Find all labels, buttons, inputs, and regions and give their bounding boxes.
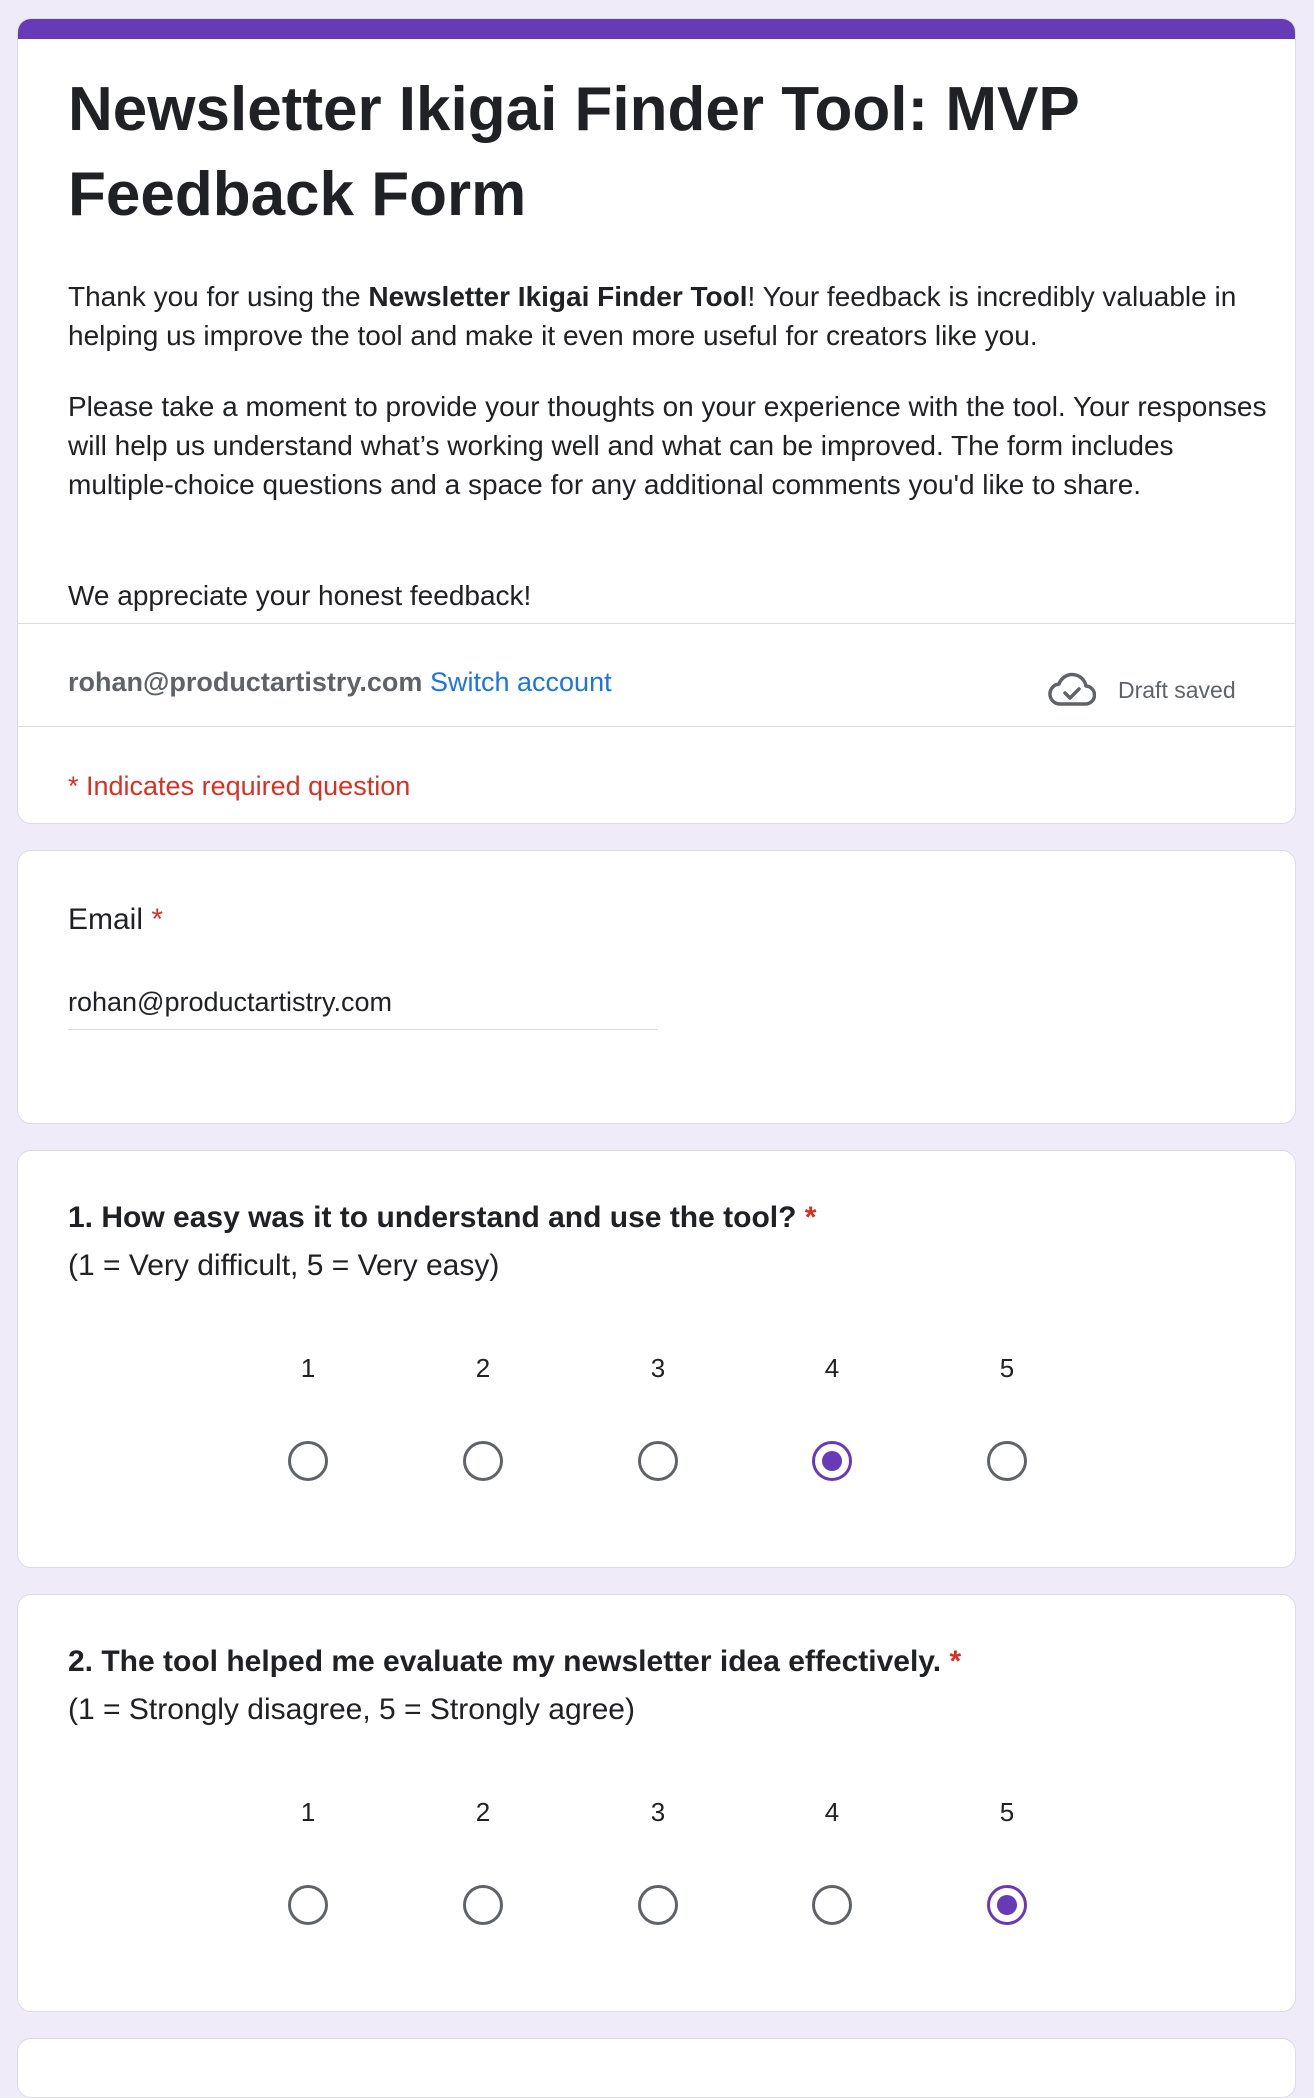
form-description-instructions: Please take a moment to provide your thoughts on your experience with the tool. Your responses will help us understand what’s working well and what can be improved. The form includes multiple-choice questions and a space for any additional comments you'd like to share. <box>68 391 1267 500</box>
form-description-thanks: We appreciate your honest feedback! <box>68 580 532 611</box>
question-card-2 <box>17 1594 1296 2012</box>
radio-option-5[interactable] <box>987 1885 1027 1925</box>
required-asterisk: * <box>804 1201 817 1234</box>
scale-label: 2 <box>475 1797 491 1827</box>
email-question-label <box>68 903 163 937</box>
draft-status: Draft saved <box>1118 677 1236 703</box>
scale-label: 4 <box>824 1353 840 1383</box>
scale-label: 1 <box>300 1353 316 1383</box>
question-card-1 <box>17 1150 1296 1568</box>
question-title <box>68 1201 816 1235</box>
scale-label: 5 <box>999 1353 1015 1383</box>
question-scale-description: (1 = Strongly disagree, 5 = Strongly agree) <box>68 1693 635 1726</box>
account-email: rohan@productartistry.com <box>68 667 423 697</box>
radio-option-4[interactable] <box>812 1885 852 1925</box>
scale-label: 3 <box>650 1353 666 1383</box>
header-accent-bar <box>18 19 1295 39</box>
required-note: * Indicates required question <box>68 771 411 801</box>
question-card-3 <box>17 2038 1296 2098</box>
scale-label: 1 <box>300 1797 316 1827</box>
email-field[interactable] <box>68 975 658 1030</box>
description-text: Thank you for using the <box>68 281 369 312</box>
scale-label: 4 <box>824 1797 840 1827</box>
scale-label: 2 <box>475 1353 491 1383</box>
question-scale-description: (1 = Very difficult, 5 = Very easy) <box>68 1249 500 1282</box>
form-header-card <box>17 18 1296 824</box>
radio-option-3[interactable] <box>638 1885 678 1925</box>
radio-option-2[interactable] <box>463 1885 503 1925</box>
question-label-text: Email <box>68 903 144 936</box>
radio-option-1[interactable] <box>288 1885 328 1925</box>
email-question-card <box>17 850 1296 1124</box>
scale-label: 3 <box>650 1797 666 1827</box>
radio-option-3[interactable] <box>638 1441 678 1481</box>
radio-option-1[interactable] <box>288 1441 328 1481</box>
radio-option-4[interactable] <box>812 1441 852 1481</box>
question-title-text: 2. The tool helped me evaluate my newsletter idea effectively. <box>68 1645 942 1678</box>
form-description-intro <box>68 277 1268 355</box>
divider <box>18 623 1295 624</box>
question-title-text: 1. How easy was it to understand and use the tool? <box>68 1201 797 1234</box>
tool-name-bold: Newsletter Ikigai Finder Tool <box>368 281 748 312</box>
required-asterisk: * <box>151 903 164 936</box>
description-text: ! Your feedback is incredibly valuable in helping us improve the tool and make it even more useful for creators like you. <box>68 281 1237 351</box>
cloud-check-icon <box>1048 671 1096 709</box>
radio-option-2[interactable] <box>463 1441 503 1481</box>
switch-account-link[interactable]: Switch account <box>430 667 612 697</box>
form-title: Newsletter Ikigai Finder Tool: MVP Feedback Form <box>68 75 1079 229</box>
divider <box>18 726 1295 727</box>
required-asterisk: * <box>949 1645 962 1678</box>
radio-option-5[interactable] <box>987 1441 1027 1481</box>
question-title <box>68 1645 961 1679</box>
scale-label: 5 <box>999 1797 1015 1827</box>
